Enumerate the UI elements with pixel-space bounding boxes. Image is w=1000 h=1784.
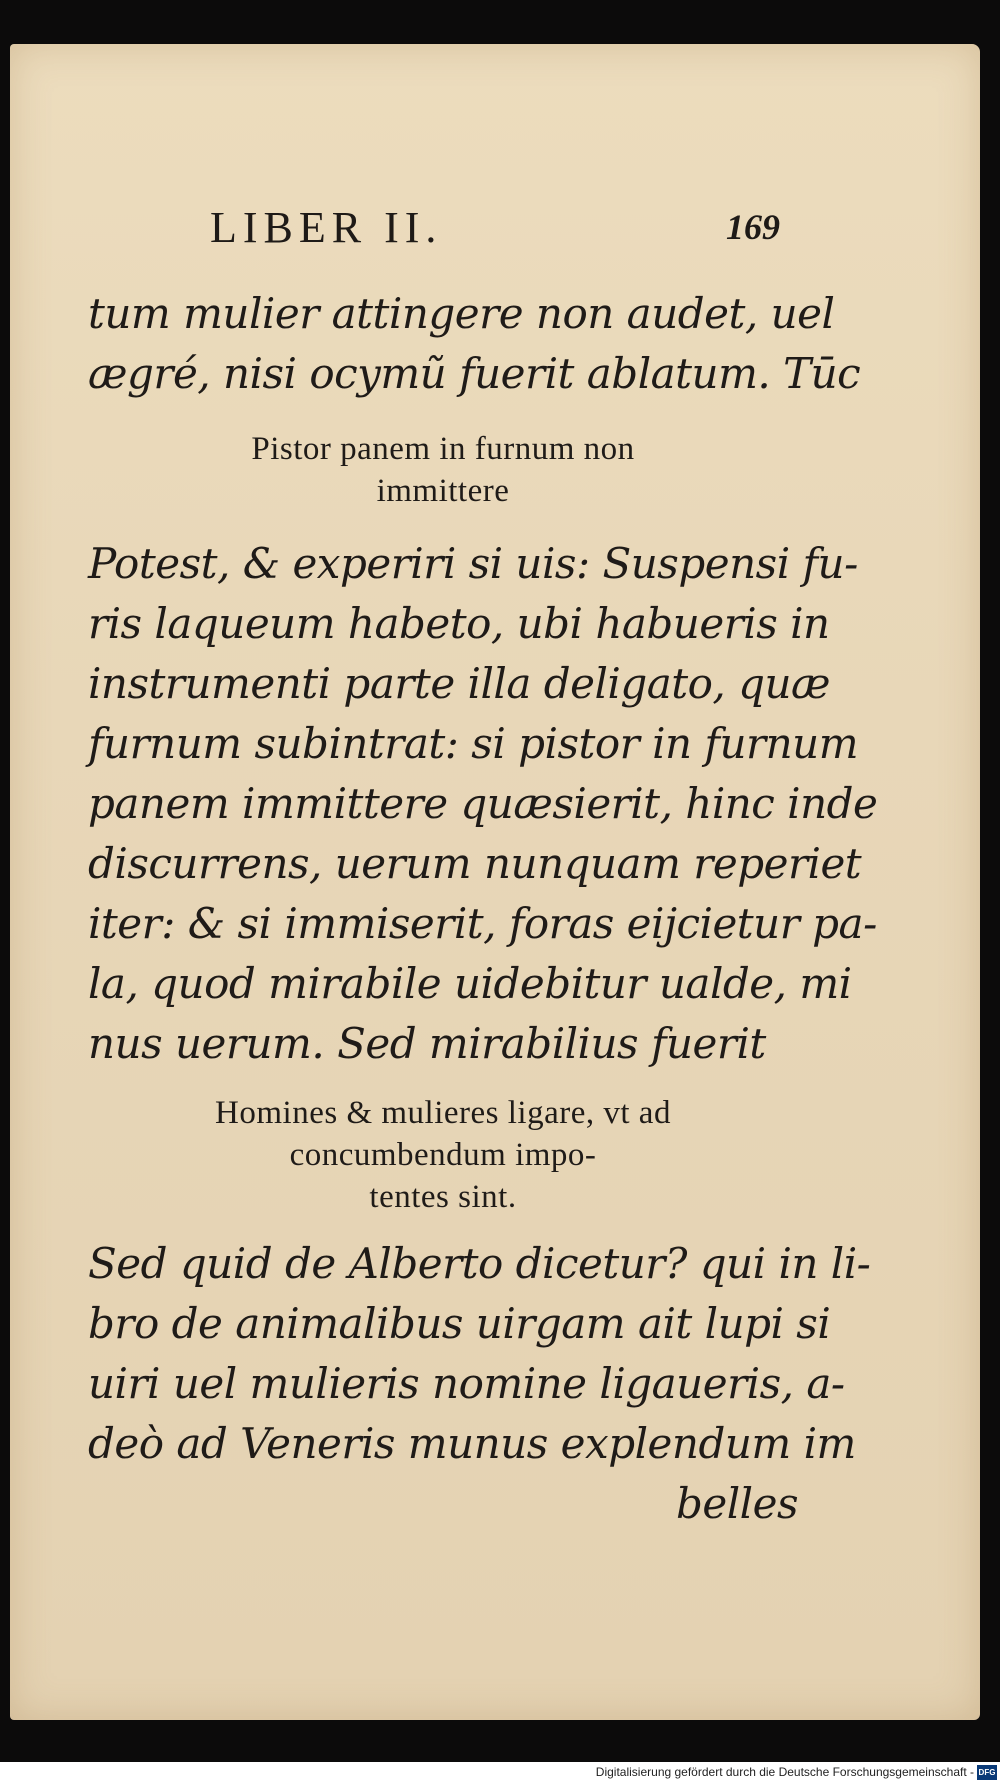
text-line: discurrens, uerum nunquam reperiet — [88, 839, 862, 888]
text-line: iter: & si immiserit, foras eijcietur pa- — [88, 899, 877, 948]
book-page — [10, 44, 980, 1720]
section-heading-1 — [88, 428, 798, 512]
heading-line: immittere — [376, 473, 510, 509]
text-line: ris laqueum habeto, ubi habueris in — [88, 599, 830, 648]
text-line: deò ad Veneris munus explendum im — [88, 1419, 856, 1468]
page-content — [10, 44, 980, 1720]
section-heading-2 — [88, 1092, 798, 1218]
text-section-2 — [88, 534, 878, 1074]
digitization-credit: Digitalisierung gefördert durch die Deutsche Forschungsgemeinschaft - — [595, 1765, 974, 1779]
text-line: panem immittere quæsierit, hinc inde — [88, 779, 878, 828]
page-number: 169 — [726, 207, 780, 247]
text-line: instrumenti parte illa deligato, quæ — [88, 659, 831, 708]
text-line: la, quod mirabile uidebitur ualde, mi — [88, 959, 852, 1008]
page-header — [210, 202, 780, 272]
text-line: Potest, & experiri si uis: Suspensi fu- — [88, 539, 858, 588]
text-line: furnum subintrat: si pistor in furnum — [88, 719, 859, 768]
text-line: nus uerum. Sed mirabilius fuerit — [88, 1019, 766, 1068]
text-line: Sed quid de Alberto dicetur? qui in li- — [88, 1239, 871, 1288]
text-line: tum mulier attingere non audet, uel — [88, 289, 835, 338]
heading-line: Pistor panem in furnum non — [251, 431, 635, 467]
heading-line: Homines & mulieres ligare, vt ad — [215, 1095, 671, 1131]
text-line: ægré, nisi ocymũ fuerit ablatum. Tūc — [88, 349, 861, 398]
heading-line: tentes sint. — [369, 1179, 517, 1215]
catchword: belles — [675, 1479, 798, 1528]
heading-line: concumbendum impo- — [289, 1137, 597, 1173]
text-section-3 — [88, 1234, 871, 1534]
dfg-logo: DFG — [977, 1765, 997, 1780]
running-head: LIBER II. — [210, 203, 443, 252]
footer-strip — [0, 1762, 1000, 1784]
text-section-1 — [88, 284, 861, 404]
text-line: uiri uel mulieris nomine ligaueris, a- — [88, 1359, 845, 1408]
text-line: bro de animalibus uirgam ait lupi si — [88, 1299, 831, 1348]
